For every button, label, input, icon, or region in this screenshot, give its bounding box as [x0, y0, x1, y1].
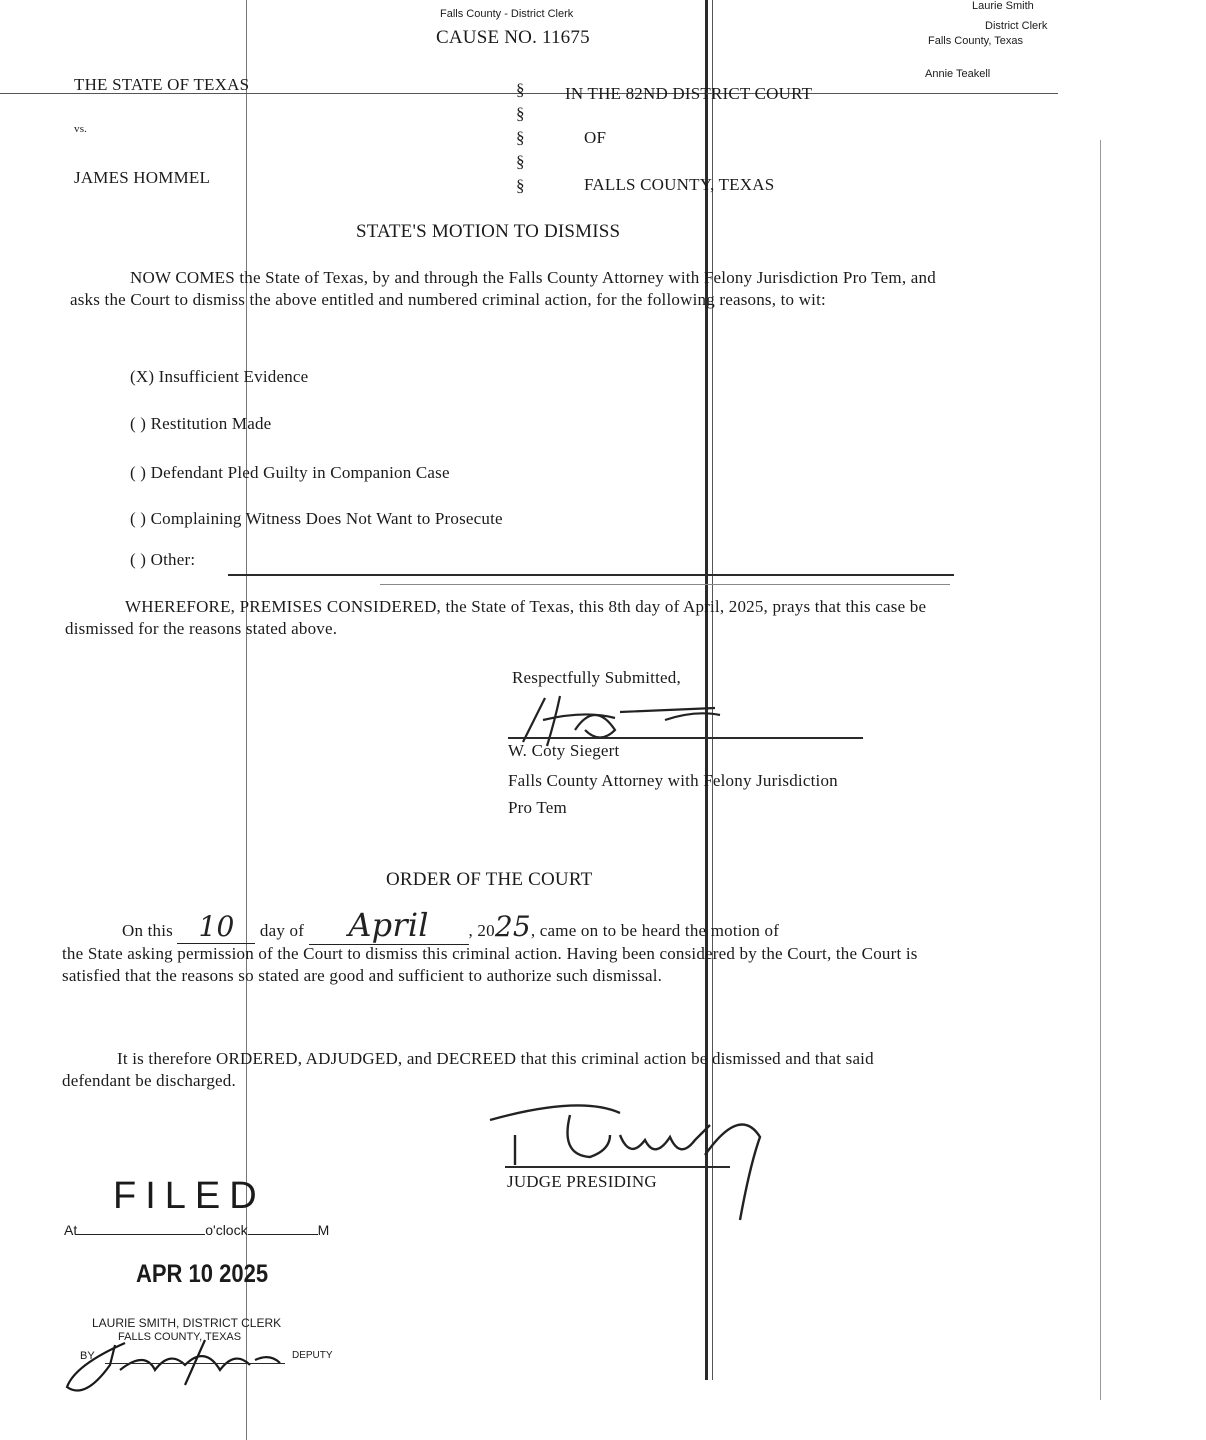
- clerk-signature-line: [105, 1363, 285, 1364]
- deputy-name: Annie Teakell: [925, 68, 991, 80]
- filed-deputy: DEPUTY: [292, 1350, 333, 1361]
- motion-title: STATE'S MOTION TO DISMISS: [356, 221, 621, 242]
- attorney-signature-line: [508, 737, 863, 739]
- fax-vertical-line-right: [1100, 140, 1101, 1400]
- order-decree: It is therefore ORDERED, ADJUDGED, and DECREED that this criminal action be dismissed and that said defendant be discharged.: [62, 1049, 874, 1090]
- filed-county: FALLS COUNTY, TEXAS: [118, 1331, 242, 1343]
- section-mark: §: [516, 152, 525, 171]
- clerk-office-heading: Falls County - District Clerk: [440, 8, 574, 20]
- cause-number: CAUSE NO. 11675: [436, 27, 590, 48]
- section-mark: §: [516, 176, 525, 195]
- caption-defendant: JAMES HOMMEL: [74, 168, 211, 187]
- clerk-stamp-title: District Clerk: [985, 20, 1048, 32]
- reason-other: ( ) Other:: [130, 550, 196, 569]
- wherefore-paragraph: WHEREFORE, PREMISES CONSIDERED, the State of Texas, this 8th day of April, 2025, prays that this case be dismissed for the reasons stated above.: [65, 597, 927, 638]
- reason-companion-case: ( ) Defendant Pled Guilty in Companion Case: [130, 463, 450, 482]
- section-mark: §: [516, 128, 525, 147]
- filed-by: BY: [80, 1350, 95, 1362]
- caption-state: THE STATE OF TEXAS: [74, 75, 250, 94]
- filed-stamp-title: FILED: [113, 1175, 266, 1217]
- section-mark: §: [516, 104, 525, 123]
- filed-stamp-at: [64, 1222, 329, 1238]
- order-year-prefix: , 20: [468, 921, 495, 940]
- signer-title: Falls County Attorney with Felony Jurisdiction: [508, 771, 838, 790]
- filed-date: APR 10 2025: [136, 1260, 269, 1288]
- order-on-this: On this: [122, 921, 173, 940]
- section-mark: §: [516, 80, 525, 99]
- handwritten-month: April: [348, 906, 429, 944]
- fax-horizontal-line-other: [380, 584, 950, 585]
- reason-witness: ( ) Complaining Witness Does Not Want to Prosecute: [130, 509, 503, 528]
- reason-restitution: ( ) Restitution Made: [130, 414, 272, 433]
- court-of: OF: [584, 128, 607, 147]
- reason-insufficient-evidence: (X) Insufficient Evidence: [130, 367, 309, 386]
- clerk-signature: [55, 1325, 295, 1405]
- signer-title-cont: Pro Tem: [508, 798, 567, 817]
- caption-vs: vs.: [74, 123, 88, 135]
- order-body: the State asking permission of the Court to dismiss this criminal action. Having been considered by the Court, the Court is satisfied that the reasons so stated are good and sufficient to authorize such dismissal.: [62, 944, 918, 985]
- filed-m: M: [317, 1222, 330, 1238]
- clerk-stamp-name: Laurie Smith: [972, 0, 1034, 12]
- clerk-stamp-county: Falls County, Texas: [928, 35, 1023, 47]
- judge-signature: [460, 1095, 780, 1225]
- order-title: ORDER OF THE COURT: [386, 869, 593, 890]
- filed-clerk: LAURIE SMITH, DISTRICT CLERK: [92, 1316, 282, 1330]
- court-county: FALLS COUNTY, TEXAS: [584, 175, 775, 194]
- court-name: IN THE 82ND DISTRICT COURT: [565, 84, 813, 103]
- closing: Respectfully Submitted,: [512, 668, 681, 687]
- order-first-line: [122, 906, 779, 945]
- motion-intro: NOW COMES the State of Texas, by and through the Falls County Attorney with Felony Jurisdiction Pro Tem, and asks the Court to dismiss the above entitled and numbered criminal action, for the following reasons, to wit:: [70, 268, 936, 309]
- handwritten-day: 10: [198, 910, 235, 943]
- signer-name: W. Coty Siegert: [508, 741, 620, 760]
- handwritten-year: 25: [494, 910, 531, 943]
- other-blank-line: [228, 574, 954, 576]
- order-day-of: day of: [259, 921, 305, 940]
- filed-oclock: o'clock: [205, 1222, 248, 1238]
- judge-presiding-label: JUDGE PRESIDING: [507, 1172, 657, 1191]
- judge-signature-line: [505, 1166, 730, 1168]
- filed-at: At: [64, 1222, 78, 1238]
- order-came-on: , came on to be heard the motion of: [530, 921, 780, 940]
